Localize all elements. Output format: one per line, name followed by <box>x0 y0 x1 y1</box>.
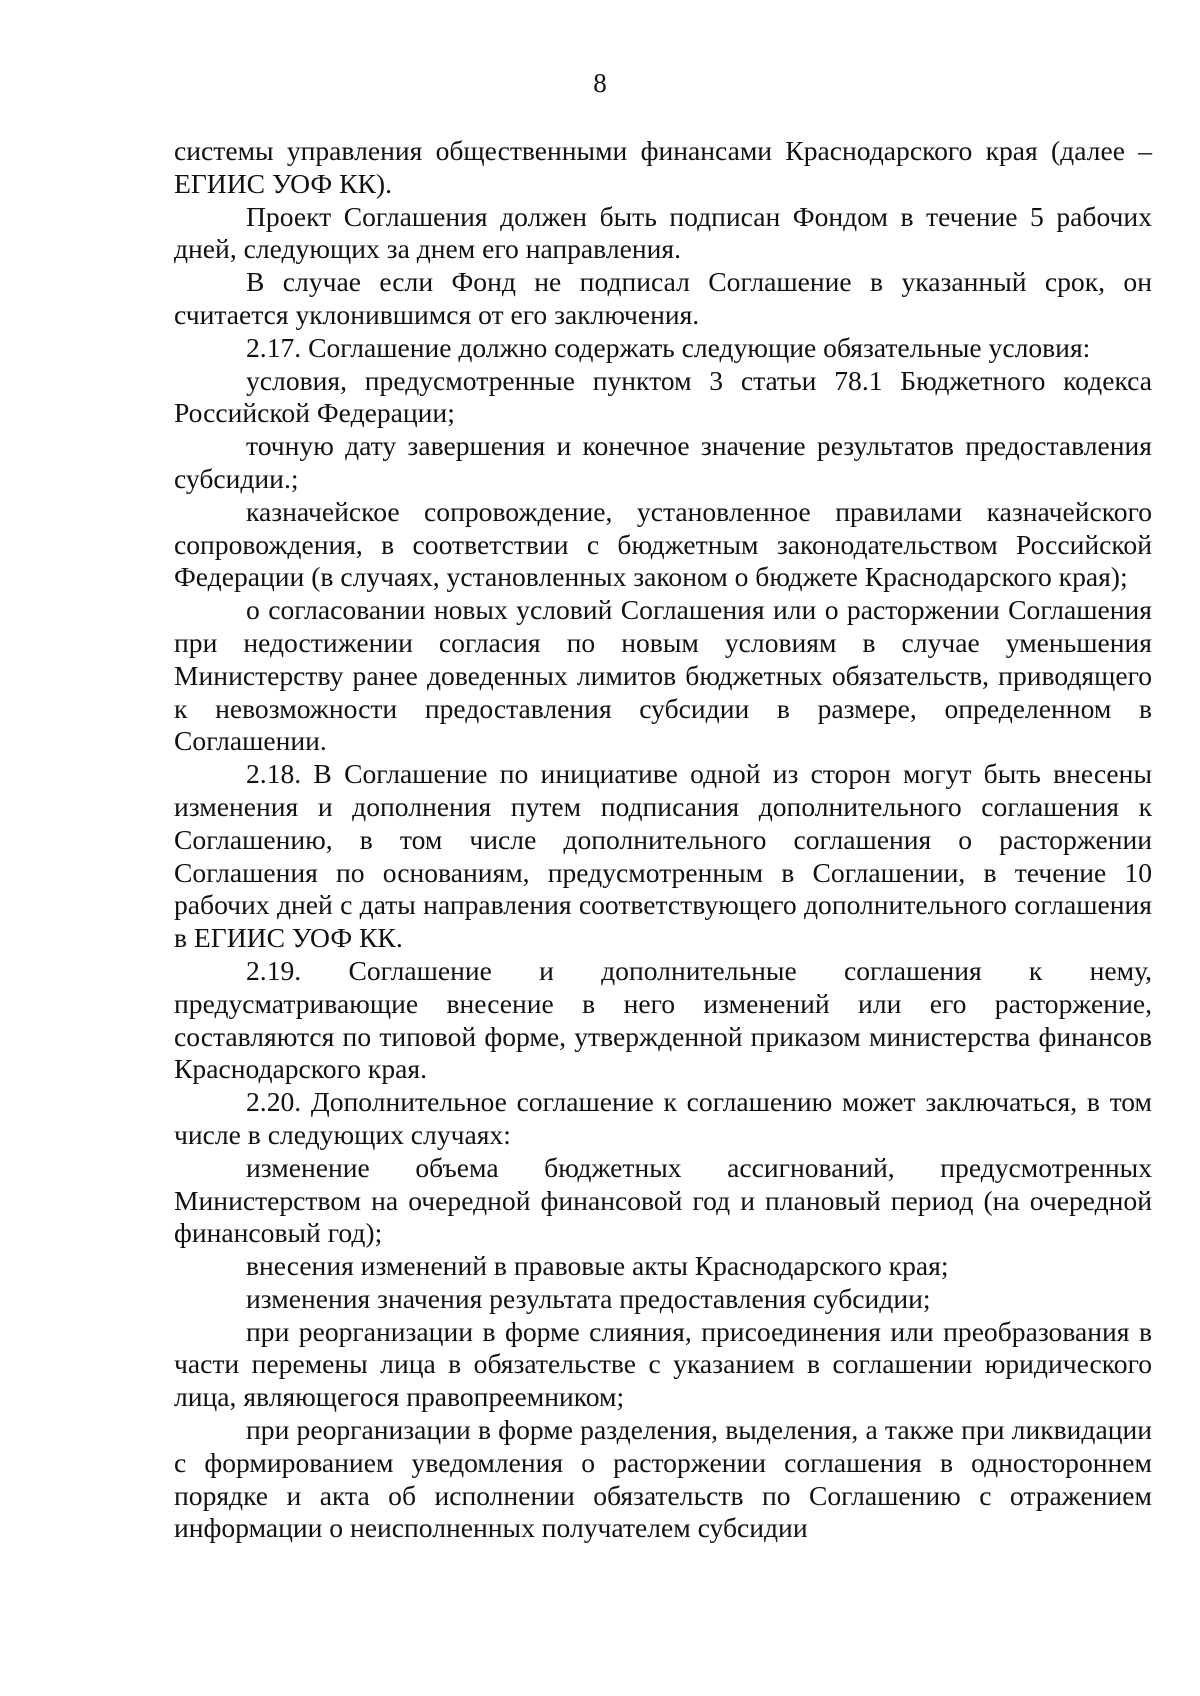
paragraph-2-17: 2.17. Соглашение должно содержать следующие обязательные условия: <box>246 331 1091 363</box>
list-item-result-value: изменения значения результата предоставления субсидии; <box>246 1282 931 1314</box>
paragraph-evasion: В случае если Фонд не подписал Соглашение в указанный срок, он считается уклонившимся от его заключения. <box>174 266 1152 330</box>
paragraph-2-19: 2.19. Соглашение и дополнительные соглашения к нему, предусматривающие внесение в него изменений или его расторжение, составляются по типовой форме, утвержденной приказом министерства финансов Краснодарского края. <box>174 954 1152 1085</box>
list-item-division: при реорганизации в форме разделения, выделения, а также при ликвидации с формированием уведомления о расторжении соглашения в одностороннем порядке и акта об исполнении обязательств по Соглашению с отражением информации о неисполненных получателем субсидии <box>174 1414 1152 1544</box>
paragraph-agreement-signing: Проект Соглашения должен быть подписан Фондом в течение 5 рабочих дней, следующих за днем его направления. <box>174 200 1152 265</box>
list-item-new-conditions: о согласовании новых условий Соглашения или о расторжении Соглашения при недостижении согласия по новым условиям в случае уменьшения Министерству ранее доведенных лимитов бюджетных обязательств, приводящего к невозможности предоставления субсидии в размере, определенном в Соглашении. <box>174 594 1152 757</box>
page-number: 8 <box>593 68 607 98</box>
list-item-legal-acts: внесения изменений в правовые акты Краснодарского края; <box>246 1250 949 1282</box>
list-item-completion-date: точную дату завершения и конечное значение результатов предоставления субсидии.; <box>174 430 1152 494</box>
paragraph-2-18: 2.18. В Соглашение по инициативе одной из сторон могут быть внесены изменения и дополнения путем подписания дополнительного соглашения к Соглашению, в том числе дополнительного соглашения о расторжении Соглашения по основаниям, предусмотренным в Соглашении, в течение 10 рабочих дней с даты направления соответствующего дополнительного соглашения в ЕГИИС УОФ КК. <box>174 758 1152 954</box>
list-item-condition-78-1: условия, предусмотренные пунктом 3 статьи 78.1 Бюджетного кодекса Российской Федерации; <box>174 364 1152 429</box>
paragraph-continuation: системы управления общественными финансами Краснодарского края (далее – ЕГИИС УОФ КК). <box>174 135 1152 199</box>
list-item-treasury-support: казначейское сопровождение, установленное правилами казначейского сопровождения, в соответствии с бюджетным законодательством Российской Федерации (в случаях, установленных законом о бюджете Краснодарского края); <box>174 495 1152 593</box>
list-item-budget-change: изменение объема бюджетных ассигнований, предусмотренных Министерством на очередной финансовой год и плановый период (на очередной финансовый год); <box>174 1151 1152 1249</box>
list-item-merger: при реорганизации в форме слияния, присоединения или преобразования в части перемены лица в обязательстве с указанием в соглашении юридического лица, являющегося правопреемником; <box>174 1315 1152 1413</box>
paragraph-2-20: 2.20. Дополнительное соглашение к соглашению может заключаться, в том числе в следующих случаях: <box>174 1086 1152 1150</box>
document-body <box>174 135 1152 1545</box>
